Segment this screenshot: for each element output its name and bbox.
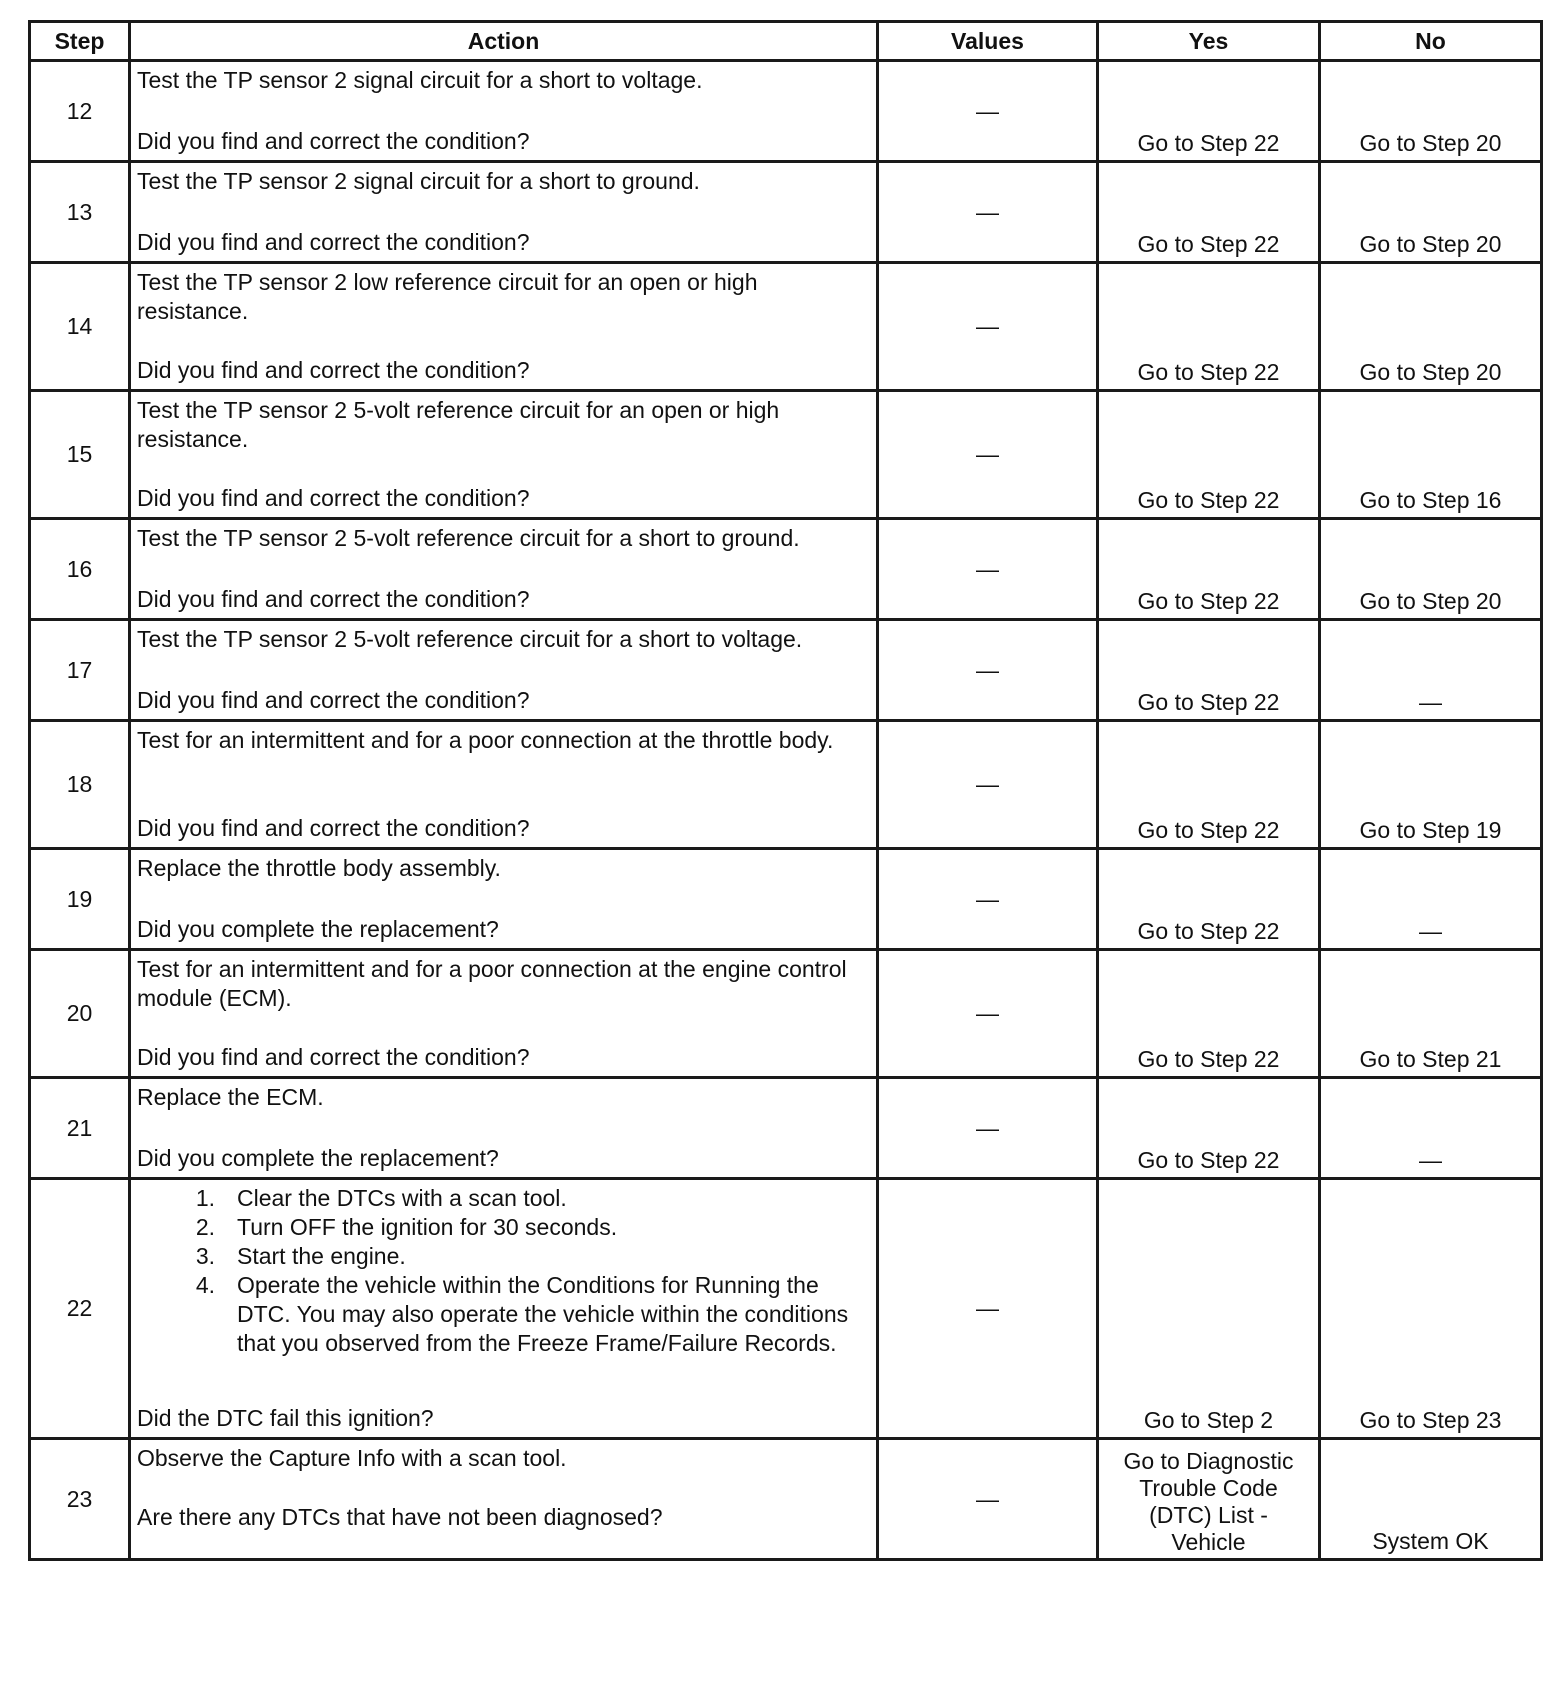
substep-item bbox=[137, 1271, 870, 1358]
action-instruction: Observe the Capture Info with a scan tool. bbox=[137, 1445, 567, 1471]
values-cell: — bbox=[878, 263, 1098, 391]
action-instruction: Replace the throttle body assembly. bbox=[137, 855, 501, 881]
no-cell: — bbox=[1320, 1078, 1542, 1179]
substep-text: Operate the vehicle within the Conditions for Running the DTC. You may also operate the vehicle within the conditions that you observed from the Freeze Frame/Failure Records. bbox=[237, 1272, 849, 1356]
action-cell bbox=[130, 620, 878, 721]
header-no: No bbox=[1320, 22, 1542, 61]
no-cell: Go to Step 21 bbox=[1320, 950, 1542, 1078]
yes-cell: Go to Step 22 bbox=[1098, 1078, 1320, 1179]
diagnostic-table bbox=[28, 20, 1543, 1561]
action-question: Did the DTC fail this ignition? bbox=[137, 1405, 434, 1431]
step-number: 13 bbox=[30, 162, 130, 263]
header-row bbox=[30, 22, 1542, 61]
action-question: Did you complete the replacement? bbox=[137, 916, 499, 942]
action-cell bbox=[130, 721, 878, 849]
header-action: Action bbox=[130, 22, 878, 61]
values-cell: — bbox=[878, 1179, 1098, 1439]
action-instruction: Test the TP sensor 2 signal circuit for a short to voltage. bbox=[137, 67, 703, 93]
substep-text: Clear the DTCs with a scan tool. bbox=[237, 1185, 567, 1211]
yes-cell: Go to Step 22 bbox=[1098, 391, 1320, 519]
action-instruction: Test the TP sensor 2 low reference circuit for an open or high resistance. bbox=[137, 269, 758, 324]
table-row bbox=[30, 849, 1542, 950]
table-row bbox=[30, 162, 1542, 263]
values-cell: — bbox=[878, 721, 1098, 849]
yes-cell: Go to Step 22 bbox=[1098, 620, 1320, 721]
action-cell bbox=[130, 1078, 878, 1179]
action-cell bbox=[130, 263, 878, 391]
yes-cell: Go to Step 22 bbox=[1098, 950, 1320, 1078]
no-cell: Go to Step 19 bbox=[1320, 721, 1542, 849]
step-number: 19 bbox=[30, 849, 130, 950]
header-values: Values bbox=[878, 22, 1098, 61]
step-number: 12 bbox=[30, 61, 130, 162]
no-cell: Go to Step 20 bbox=[1320, 61, 1542, 162]
values-cell: — bbox=[878, 849, 1098, 950]
action-cell bbox=[130, 391, 878, 519]
values-cell: — bbox=[878, 1078, 1098, 1179]
action-question: Did you find and correct the condition? bbox=[137, 687, 530, 713]
action-cell bbox=[130, 162, 878, 263]
table-row bbox=[30, 950, 1542, 1078]
yes-cell: Go to Step 22 bbox=[1098, 162, 1320, 263]
table-row bbox=[30, 620, 1542, 721]
header-step: Step bbox=[30, 22, 130, 61]
action-cell bbox=[130, 519, 878, 620]
action-instruction: Test for an intermittent and for a poor connection at the throttle body. bbox=[137, 727, 834, 753]
header-yes: Yes bbox=[1098, 22, 1320, 61]
action-question: Did you find and correct the condition? bbox=[137, 357, 530, 383]
action-instruction: Test the TP sensor 2 5-volt reference circuit for an open or high resistance. bbox=[137, 397, 780, 452]
action-instruction: Test the TP sensor 2 signal circuit for a short to ground. bbox=[137, 168, 700, 194]
yes-cell: Go to Diagnostic Trouble Code (DTC) List - Vehicle bbox=[1098, 1439, 1320, 1560]
substep-item bbox=[137, 1184, 870, 1213]
action-question: Did you find and correct the condition? bbox=[137, 128, 530, 154]
action-question: Did you find and correct the condition? bbox=[137, 586, 530, 612]
step-number: 18 bbox=[30, 721, 130, 849]
action-cell bbox=[130, 1439, 878, 1560]
substep-item bbox=[137, 1213, 870, 1242]
no-cell: — bbox=[1320, 849, 1542, 950]
action-cell bbox=[130, 849, 878, 950]
substep-text: Turn OFF the ignition for 30 seconds. bbox=[237, 1214, 618, 1240]
step-number: 15 bbox=[30, 391, 130, 519]
no-cell: Go to Step 20 bbox=[1320, 263, 1542, 391]
table-row bbox=[30, 263, 1542, 391]
substep-number: 3. bbox=[195, 1243, 215, 1269]
table-row bbox=[30, 1179, 1542, 1439]
substep-list bbox=[137, 1184, 870, 1358]
substep-number: 2. bbox=[195, 1214, 215, 1240]
action-cell bbox=[130, 61, 878, 162]
action-question: Did you find and correct the condition? bbox=[137, 815, 530, 841]
table-row bbox=[30, 391, 1542, 519]
step-number: 21 bbox=[30, 1078, 130, 1179]
substep-number: 1. bbox=[195, 1185, 215, 1211]
values-cell: — bbox=[878, 620, 1098, 721]
table-row bbox=[30, 1439, 1542, 1560]
action-question: Did you find and correct the condition? bbox=[137, 485, 530, 511]
action-question: Did you find and correct the condition? bbox=[137, 1044, 530, 1070]
no-cell: — bbox=[1320, 620, 1542, 721]
no-cell: Go to Step 16 bbox=[1320, 391, 1542, 519]
table-row bbox=[30, 1078, 1542, 1179]
step-number: 17 bbox=[30, 620, 130, 721]
yes-cell: Go to Step 22 bbox=[1098, 61, 1320, 162]
no-cell: System OK bbox=[1320, 1439, 1542, 1560]
step-number: 14 bbox=[30, 263, 130, 391]
table-row bbox=[30, 61, 1542, 162]
step-number: 20 bbox=[30, 950, 130, 1078]
yes-cell: Go to Step 2 bbox=[1098, 1179, 1320, 1439]
action-question: Are there any DTCs that have not been diagnosed? bbox=[137, 1504, 663, 1530]
step-number: 23 bbox=[30, 1439, 130, 1560]
no-cell: Go to Step 20 bbox=[1320, 162, 1542, 263]
action-instruction: Test the TP sensor 2 5-volt reference circuit for a short to voltage. bbox=[137, 626, 803, 652]
values-cell: — bbox=[878, 391, 1098, 519]
no-cell: Go to Step 23 bbox=[1320, 1179, 1542, 1439]
substep-text: Start the engine. bbox=[237, 1243, 406, 1269]
substep-item bbox=[137, 1242, 870, 1271]
action-instruction: Replace the ECM. bbox=[137, 1084, 324, 1110]
action-question: Did you find and correct the condition? bbox=[137, 229, 530, 255]
action-instruction: Test the TP sensor 2 5-volt reference circuit for a short to ground. bbox=[137, 525, 800, 551]
no-cell: Go to Step 20 bbox=[1320, 519, 1542, 620]
values-cell: — bbox=[878, 162, 1098, 263]
action-cell bbox=[130, 1179, 878, 1439]
action-cell bbox=[130, 950, 878, 1078]
step-number: 22 bbox=[30, 1179, 130, 1439]
table-row bbox=[30, 519, 1542, 620]
yes-cell: Go to Step 22 bbox=[1098, 519, 1320, 620]
values-cell: — bbox=[878, 950, 1098, 1078]
action-instruction: Test for an intermittent and for a poor connection at the engine control module (ECM). bbox=[137, 956, 847, 1011]
values-cell: — bbox=[878, 1439, 1098, 1560]
values-cell: — bbox=[878, 61, 1098, 162]
yes-cell: Go to Step 22 bbox=[1098, 263, 1320, 391]
action-question: Did you complete the replacement? bbox=[137, 1145, 499, 1171]
step-number: 16 bbox=[30, 519, 130, 620]
substep-number: 4. bbox=[195, 1272, 215, 1298]
yes-cell: Go to Step 22 bbox=[1098, 849, 1320, 950]
table-row bbox=[30, 721, 1542, 849]
values-cell: — bbox=[878, 519, 1098, 620]
yes-cell: Go to Step 22 bbox=[1098, 721, 1320, 849]
